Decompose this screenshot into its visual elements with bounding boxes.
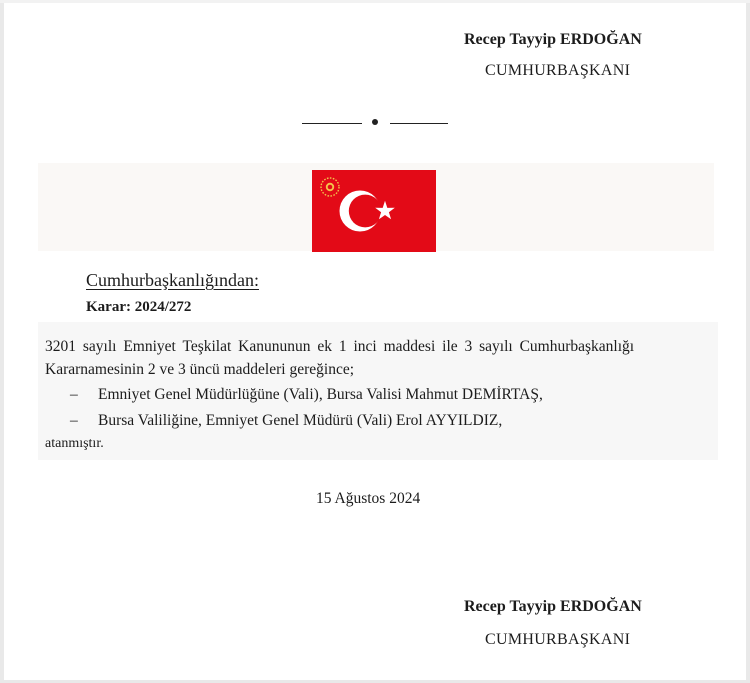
header-signature-name — [464, 31, 642, 49]
separator-dot — [372, 119, 378, 125]
decision-number: Karar: 2024/272 — [86, 299, 192, 315]
header-name-first: Recep Tayyip — [464, 31, 557, 48]
top-edge — [0, 0, 750, 3]
footer-name-first: Recep Tayyip — [464, 598, 557, 615]
issuer-heading: Cumhurbaşkanlığından: — [86, 270, 259, 290]
closing-word: atanmıştır. — [45, 436, 104, 451]
appointment-item: Bursa Valiliğine, Emniyet Genel Müdürü (Vali) Erol AYYILDIZ, — [98, 412, 503, 429]
intro-line-1: 3201 sayılı Emniyet Teşkilat Kanununun ek 1 inci maddesi ile 3 sayılı Cumhurbaşkanlığı — [45, 338, 635, 355]
decision-date: 15 Ağustos 2024 — [316, 490, 421, 507]
appointment-item: Emniyet Genel Müdürlüğüne (Vali), Bursa Valisi Mahmut DEMİRTAŞ, — [98, 386, 543, 403]
header-signature-title: CUMHURBAŞKANI — [485, 62, 631, 79]
turkish-flag-icon — [312, 170, 436, 252]
footer-signature-name — [464, 598, 642, 616]
bullet-dash: – — [70, 412, 78, 429]
header-name-last: ERDOĞAN — [560, 31, 642, 48]
footer-name-last: ERDOĞAN — [560, 598, 642, 615]
section-separator — [302, 113, 448, 127]
intro-line-2: Kararnamesinin 2 ve 3 üncü maddeleri gereğince; — [45, 361, 355, 378]
footer-signature-title: CUMHURBAŞKANI — [485, 631, 631, 648]
bullet-dash: – — [70, 386, 78, 403]
